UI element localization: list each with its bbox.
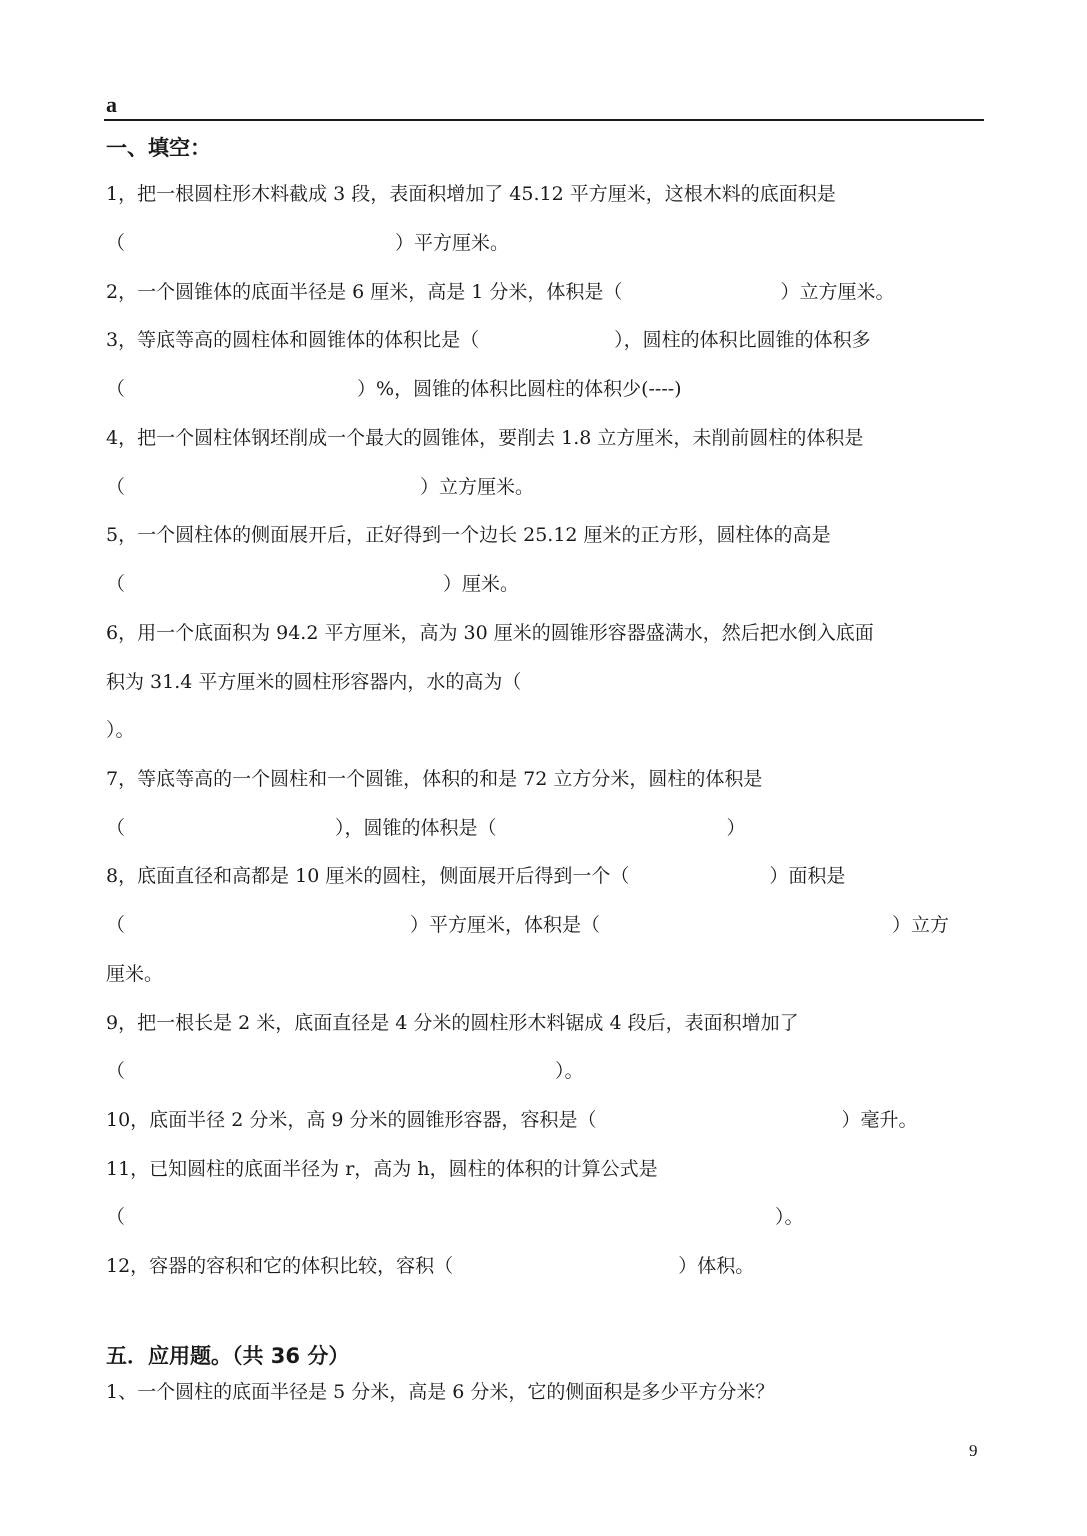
q9-line2: （ ）。	[106, 1060, 584, 1082]
q8-line3: 厘米。	[106, 963, 164, 985]
q11-line1: 11，已知圆柱的底面半径为 r，高为 h，圆柱的体积的计算公式是	[106, 1158, 658, 1180]
q7-line1: 7，等底等高的一个圆柱和一个圆锥，体积的和是 72 立方分米，圆柱的体积是	[106, 768, 763, 790]
q12-line1: 12，容器的容积和它的体积比较，容积（ ）体积。	[106, 1255, 755, 1277]
q7-line2: （ ），圆锥的体积是（ ）	[106, 817, 746, 839]
q9-line1: 9，把一根长是 2 米，底面直径是 4 分米的圆柱形木料锯成 4 段后，表面积增加了	[106, 1012, 799, 1034]
section-title-fill-in: 一、填空：	[106, 136, 211, 160]
q3-line2: （ ）%，圆锥的体积比圆柱的体积少(----)	[106, 378, 682, 400]
q1-line1: 1，把一根圆柱形木料截成 3 段，表面积增加了 45.12 平方厘米，这根木料的底面积是	[106, 183, 836, 205]
q8-line1: 8，底面直径和高都是 10 厘米的圆柱，侧面展开后得到一个（ ）面积是	[106, 865, 846, 887]
application-question-1: 1、一个圆柱的底面半径是 5 分米，高是 6 分米，它的侧面积是多少平方分米？	[106, 1381, 775, 1403]
q6-line3: ）。	[106, 719, 135, 741]
q5-line1: 5，一个圆柱体的侧面展开后，正好得到一个边长 25.12 厘米的正方形，圆柱体的高是	[106, 524, 831, 546]
header-rule	[104, 119, 984, 121]
q3-line1: 3，等底等高的圆柱体和圆锥体的体积比是（ ），圆柱的体积比圆锥的体积多	[106, 329, 871, 351]
q11-line2: （ ）。	[106, 1206, 804, 1228]
q4-line2: （ ）立方厘米。	[106, 476, 535, 498]
q6-line2: 积为 31.4 平方厘米的圆柱形容器内，水的高为（	[106, 671, 522, 693]
q4-line1: 4，把一个圆柱体钢坯削成一个最大的圆锥体，要削去 1.8 立方厘米，未削前圆柱的体积是	[106, 427, 864, 449]
q8-line2: （ ）平方厘米，体积是（ ）立方	[106, 914, 950, 936]
header-mark: a	[106, 92, 117, 117]
section-title-applications: 五．应用题。（共 36 分）	[106, 1344, 350, 1368]
q10-line1: 10，底面半径 2 分米，高 9 分米的圆锥形容器，容积是（ ）毫升。	[106, 1109, 918, 1131]
q5-line2: （ ）厘米。	[106, 573, 520, 595]
q1-line2: （ ）平方厘米。	[106, 232, 510, 254]
page-number: 9	[969, 1441, 978, 1460]
q2-line1: 2，一个圆锥体的底面半径是 6 厘米，高是 1 分米，体积是（ ）立方厘米。	[106, 281, 895, 303]
q6-line1: 6，用一个底面积为 94.2 平方厘米，高为 30 厘米的圆锥形容器盛满水，然后把水倒入底面	[106, 622, 874, 644]
